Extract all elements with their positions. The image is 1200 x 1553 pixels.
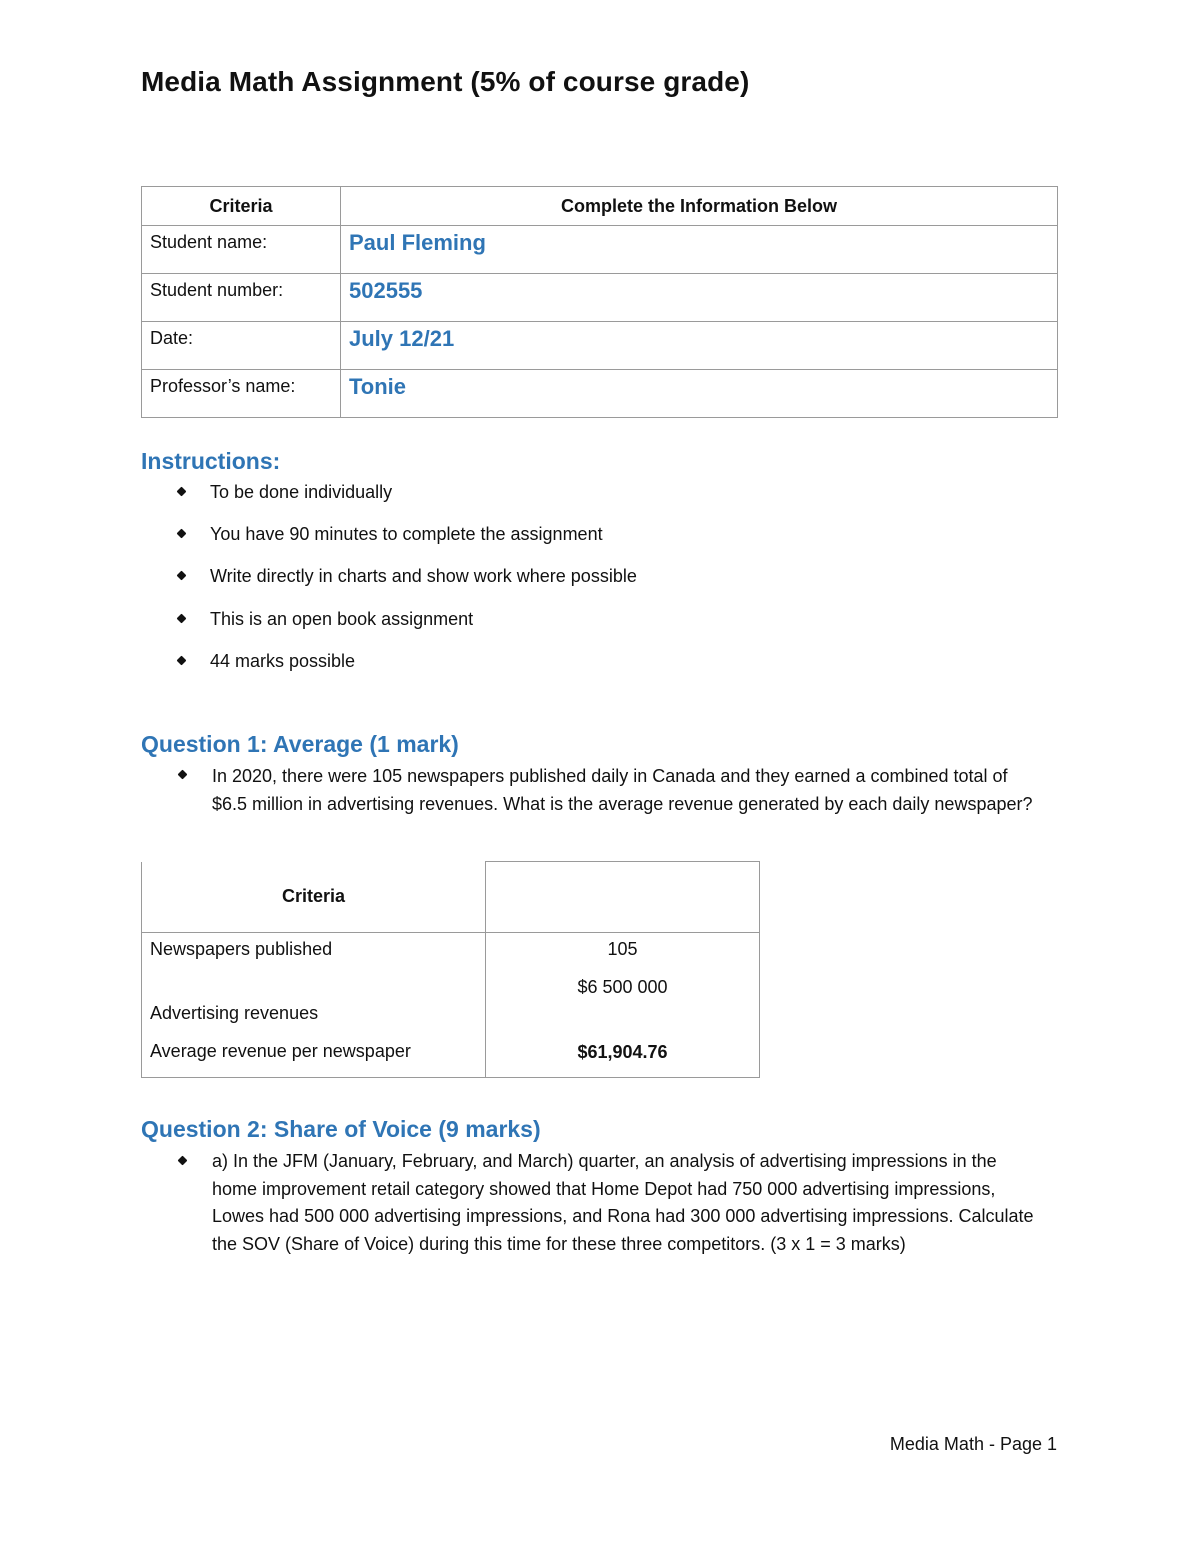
date-value: July 12/21 (341, 322, 1058, 370)
advertising-revenues-value: $6 500 000 (577, 977, 668, 997)
question2-heading: Question 2: Share of Voice (9 marks) (141, 1116, 541, 1142)
list-item: 44 marks possible (210, 651, 637, 671)
table-header-row (142, 862, 760, 933)
student-info-table (141, 186, 1058, 418)
instructions-heading: Instructions: (141, 448, 281, 474)
criteria-header: Criteria (142, 187, 341, 226)
document-title: Media Math Assignment (5% of course grade) (141, 66, 750, 97)
average-revenue-value: $61,904.76 (577, 1042, 668, 1062)
table-row (142, 274, 1058, 322)
student-number-label: Student number: (142, 274, 341, 322)
average-revenue-label: Average revenue per newspaper (150, 1041, 411, 1061)
table-row (142, 933, 760, 1078)
newspapers-published-value: 105 (607, 939, 638, 959)
q1-labels-cell (142, 933, 486, 1078)
question2-text: a) In the JFM (January, February, and March) quarter, an analysis of advertising impressions in the home improvement retail category showed that Home Depot had 750 000 advertising impressions, Lowes had 500 000 advertising impressions, and Rona had 300 000 advertising impressions. Calculate the SOV (Share of Voice) during this time for these three competitors. (3 x 1 = 3 marks) (212, 1151, 1034, 1254)
list-item: Write directly in charts and show work where possible (210, 566, 637, 586)
bullet-icon (178, 1156, 188, 1166)
student-number-value: 502555 (341, 274, 1058, 322)
q1-criteria-header: Criteria (142, 862, 486, 933)
q1-blank-header (486, 862, 760, 933)
list-item: This is an open book assignment (210, 609, 637, 629)
question1-heading: Question 1: Average (1 mark) (141, 731, 459, 757)
instructions-list (210, 482, 637, 671)
question1-table (141, 861, 760, 1078)
table-row (142, 322, 1058, 370)
table-row (142, 226, 1058, 274)
table-row (142, 370, 1058, 418)
professor-name-label: Professor’s name: (142, 370, 341, 418)
table-header-row (142, 187, 1058, 226)
advertising-revenues-label: Advertising revenues (150, 1003, 319, 1023)
complete-info-header: Complete the Information Below (341, 187, 1058, 226)
q1-values-cell (486, 933, 760, 1078)
student-name-label: Student name: (142, 226, 341, 274)
page-footer: Media Math - Page 1 (889, 1434, 1057, 1454)
bullet-icon (178, 770, 188, 780)
professor-name-value: Tonie (341, 370, 1058, 418)
newspapers-published-label: Newspapers published (150, 939, 333, 959)
student-name-value: Paul Fleming (341, 226, 1058, 274)
list-item: You have 90 minutes to complete the assignment (210, 524, 637, 544)
date-label: Date: (142, 322, 341, 370)
question1-text: In 2020, there were 105 newspapers published daily in Canada and they earned a combined total of $6.5 million in advertising revenues. What is the average revenue generated by each daily newspaper? (212, 766, 1033, 814)
list-item: To be done individually (210, 482, 637, 502)
